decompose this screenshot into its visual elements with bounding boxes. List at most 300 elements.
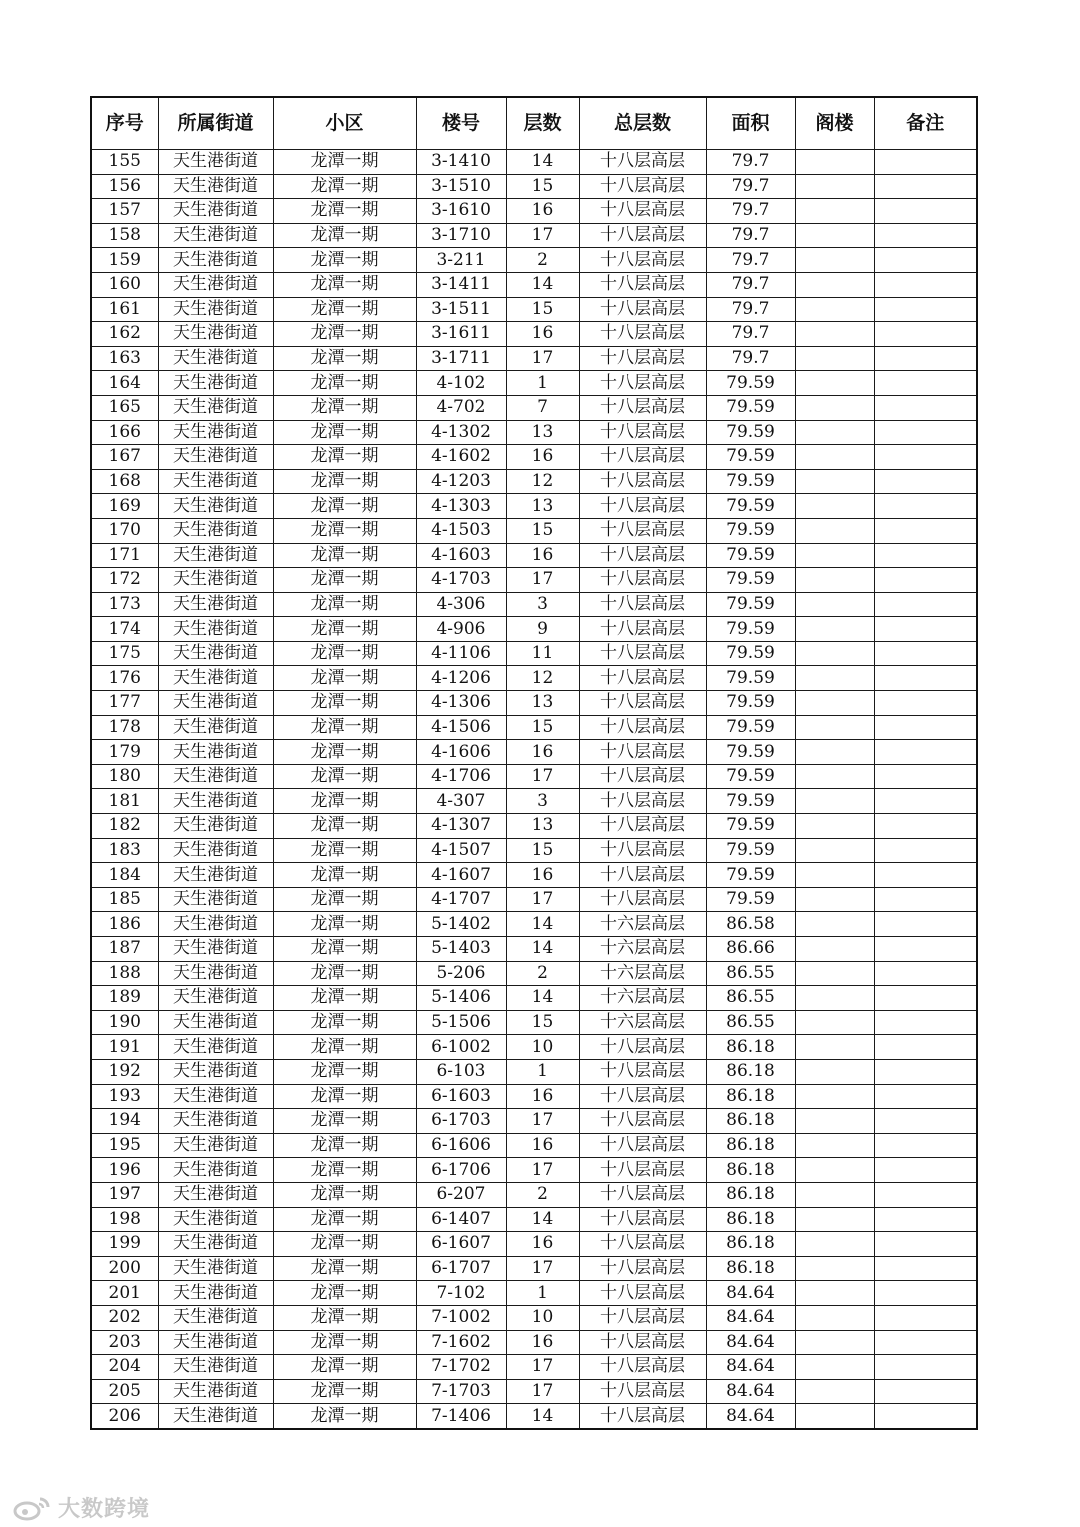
cell-street: 天生港街道 xyxy=(158,272,273,297)
cell-street: 天生港街道 xyxy=(158,518,273,543)
table-row xyxy=(91,1404,977,1429)
cell-floor: 13 xyxy=(506,420,579,445)
cell-seq: 174 xyxy=(91,617,158,642)
cell-building: 4-1607 xyxy=(416,863,506,888)
cell-seq: 177 xyxy=(91,691,158,716)
cell-total-floors: 十八层高层 xyxy=(579,199,706,224)
cell-area: 79.59 xyxy=(706,863,795,888)
cell-floor: 14 xyxy=(506,986,579,1011)
cell-remarks xyxy=(874,641,977,666)
cell-seq: 198 xyxy=(91,1207,158,1232)
cell-street: 天生港街道 xyxy=(158,961,273,986)
cell-remarks xyxy=(874,1133,977,1158)
cell-seq: 183 xyxy=(91,838,158,863)
cell-area: 86.18 xyxy=(706,1207,795,1232)
cell-community: 龙潭一期 xyxy=(273,199,416,224)
cell-building: 4-306 xyxy=(416,592,506,617)
cell-floor: 17 xyxy=(506,1256,579,1281)
cell-remarks xyxy=(874,986,977,1011)
cell-attic xyxy=(795,420,874,445)
cell-building: 7-102 xyxy=(416,1281,506,1306)
cell-community: 龙潭一期 xyxy=(273,740,416,765)
table-row xyxy=(91,1084,977,1109)
cell-street: 天生港街道 xyxy=(158,1059,273,1084)
cell-total-floors: 十六层高层 xyxy=(579,961,706,986)
cell-attic xyxy=(795,715,874,740)
cell-street: 天生港街道 xyxy=(158,1109,273,1134)
cell-seq: 196 xyxy=(91,1158,158,1183)
cell-floor: 17 xyxy=(506,1158,579,1183)
cell-street: 天生港街道 xyxy=(158,789,273,814)
cell-seq: 186 xyxy=(91,912,158,937)
cell-remarks xyxy=(874,617,977,642)
cell-total-floors: 十八层高层 xyxy=(579,420,706,445)
cell-remarks xyxy=(874,199,977,224)
cell-area: 79.59 xyxy=(706,592,795,617)
cell-floor: 2 xyxy=(506,248,579,273)
cell-building: 6-103 xyxy=(416,1059,506,1084)
cell-community: 龙潭一期 xyxy=(273,543,416,568)
cell-building: 4-1507 xyxy=(416,838,506,863)
cell-street: 天生港街道 xyxy=(158,1281,273,1306)
cell-street: 天生港街道 xyxy=(158,469,273,494)
cell-building: 6-1707 xyxy=(416,1256,506,1281)
cell-floor: 16 xyxy=(506,445,579,470)
cell-remarks xyxy=(874,1355,977,1380)
cell-street: 天生港街道 xyxy=(158,863,273,888)
cell-building: 4-1606 xyxy=(416,740,506,765)
cell-building: 4-1306 xyxy=(416,691,506,716)
cell-attic xyxy=(795,1059,874,1084)
cell-remarks xyxy=(874,887,977,912)
cell-total-floors: 十八层高层 xyxy=(579,174,706,199)
cell-total-floors: 十八层高层 xyxy=(579,1404,706,1429)
cell-floor: 17 xyxy=(506,1379,579,1404)
cell-building: 6-1603 xyxy=(416,1084,506,1109)
cell-community: 龙潭一期 xyxy=(273,887,416,912)
cell-total-floors: 十八层高层 xyxy=(579,1256,706,1281)
cell-remarks xyxy=(874,445,977,470)
cell-attic xyxy=(795,1256,874,1281)
cell-remarks xyxy=(874,494,977,519)
cell-total-floors: 十八层高层 xyxy=(579,814,706,839)
cell-remarks xyxy=(874,322,977,347)
cell-floor: 17 xyxy=(506,1355,579,1380)
cell-area: 86.66 xyxy=(706,937,795,962)
cell-total-floors: 十八层高层 xyxy=(579,592,706,617)
cell-area: 86.18 xyxy=(706,1035,795,1060)
table-row xyxy=(91,1232,977,1257)
cell-street: 天生港街道 xyxy=(158,1035,273,1060)
cell-remarks xyxy=(874,272,977,297)
cell-total-floors: 十八层高层 xyxy=(579,1305,706,1330)
cell-community: 龙潭一期 xyxy=(273,764,416,789)
cell-remarks xyxy=(874,1158,977,1183)
cell-street: 天生港街道 xyxy=(158,248,273,273)
cell-seq: 176 xyxy=(91,666,158,691)
table-body xyxy=(91,150,977,1429)
cell-area: 79.7 xyxy=(706,322,795,347)
cell-total-floors: 十八层高层 xyxy=(579,1158,706,1183)
cell-remarks xyxy=(874,223,977,248)
cell-community: 龙潭一期 xyxy=(273,297,416,322)
watermark xyxy=(12,1492,150,1523)
cell-remarks xyxy=(874,1182,977,1207)
cell-floor: 17 xyxy=(506,568,579,593)
cell-street: 天生港街道 xyxy=(158,1330,273,1355)
table-row xyxy=(91,1330,977,1355)
table-row xyxy=(91,1133,977,1158)
table-row xyxy=(91,691,977,716)
cell-community: 龙潭一期 xyxy=(273,1305,416,1330)
cell-community: 龙潭一期 xyxy=(273,1379,416,1404)
cell-attic xyxy=(795,937,874,962)
cell-seq: 162 xyxy=(91,322,158,347)
cell-remarks xyxy=(874,789,977,814)
cell-seq: 181 xyxy=(91,789,158,814)
cell-total-floors: 十八层高层 xyxy=(579,1035,706,1060)
cell-total-floors: 十八层高层 xyxy=(579,1232,706,1257)
cell-remarks xyxy=(874,371,977,396)
cell-street: 天生港街道 xyxy=(158,1158,273,1183)
table-row xyxy=(91,322,977,347)
cell-remarks xyxy=(874,838,977,863)
cell-total-floors: 十八层高层 xyxy=(579,1084,706,1109)
cell-attic xyxy=(795,297,874,322)
cell-remarks xyxy=(874,592,977,617)
cell-total-floors: 十八层高层 xyxy=(579,863,706,888)
cell-seq: 192 xyxy=(91,1059,158,1084)
cell-area: 84.64 xyxy=(706,1281,795,1306)
cell-attic xyxy=(795,986,874,1011)
cell-community: 龙潭一期 xyxy=(273,789,416,814)
cell-attic xyxy=(795,691,874,716)
table-row xyxy=(91,1355,977,1380)
cell-seq: 173 xyxy=(91,592,158,617)
cell-seq: 190 xyxy=(91,1010,158,1035)
cell-street: 天生港街道 xyxy=(158,912,273,937)
cell-seq: 163 xyxy=(91,346,158,371)
cell-floor: 14 xyxy=(506,912,579,937)
column-header-building: 楼号 xyxy=(416,97,506,150)
cell-seq: 194 xyxy=(91,1109,158,1134)
cell-building: 3-211 xyxy=(416,248,506,273)
cell-total-floors: 十八层高层 xyxy=(579,469,706,494)
cell-attic xyxy=(795,789,874,814)
cell-street: 天生港街道 xyxy=(158,445,273,470)
cell-building: 6-207 xyxy=(416,1182,506,1207)
cell-building: 5-1402 xyxy=(416,912,506,937)
cell-area: 79.59 xyxy=(706,420,795,445)
cell-floor: 17 xyxy=(506,764,579,789)
cell-floor: 15 xyxy=(506,838,579,863)
cell-seq: 167 xyxy=(91,445,158,470)
cell-remarks xyxy=(874,174,977,199)
cell-seq: 156 xyxy=(91,174,158,199)
cell-area: 79.7 xyxy=(706,248,795,273)
column-header-area: 面积 xyxy=(706,97,795,150)
cell-building: 3-1711 xyxy=(416,346,506,371)
cell-building: 4-1307 xyxy=(416,814,506,839)
cell-community: 龙潭一期 xyxy=(273,150,416,175)
cell-seq: 204 xyxy=(91,1355,158,1380)
cell-area: 86.18 xyxy=(706,1158,795,1183)
cell-remarks xyxy=(874,1109,977,1134)
cell-attic xyxy=(795,272,874,297)
cell-community: 龙潭一期 xyxy=(273,272,416,297)
cell-seq: 160 xyxy=(91,272,158,297)
cell-seq: 193 xyxy=(91,1084,158,1109)
cell-seq: 180 xyxy=(91,764,158,789)
cell-community: 龙潭一期 xyxy=(273,937,416,962)
cell-street: 天生港街道 xyxy=(158,1232,273,1257)
cell-street: 天生港街道 xyxy=(158,1404,273,1429)
cell-area: 86.18 xyxy=(706,1084,795,1109)
cell-building: 3-1710 xyxy=(416,223,506,248)
cell-community: 龙潭一期 xyxy=(273,1035,416,1060)
cell-total-floors: 十八层高层 xyxy=(579,223,706,248)
cell-building: 4-1506 xyxy=(416,715,506,740)
cell-attic xyxy=(795,592,874,617)
cell-total-floors: 十八层高层 xyxy=(579,838,706,863)
table-row xyxy=(91,494,977,519)
cell-attic xyxy=(795,1355,874,1380)
cell-area: 79.7 xyxy=(706,174,795,199)
table-row xyxy=(91,986,977,1011)
cell-attic xyxy=(795,1084,874,1109)
cell-seq: 159 xyxy=(91,248,158,273)
cell-total-floors: 十八层高层 xyxy=(579,346,706,371)
table-row xyxy=(91,1109,977,1134)
cell-total-floors: 十八层高层 xyxy=(579,641,706,666)
cell-remarks xyxy=(874,1084,977,1109)
cell-community: 龙潭一期 xyxy=(273,1355,416,1380)
cell-floor: 16 xyxy=(506,199,579,224)
cell-area: 84.64 xyxy=(706,1330,795,1355)
table-row xyxy=(91,887,977,912)
cell-total-floors: 十八层高层 xyxy=(579,740,706,765)
cell-floor: 7 xyxy=(506,395,579,420)
cell-attic xyxy=(795,912,874,937)
cell-area: 79.59 xyxy=(706,395,795,420)
cell-community: 龙潭一期 xyxy=(273,961,416,986)
cell-street: 天生港街道 xyxy=(158,764,273,789)
cell-seq: 178 xyxy=(91,715,158,740)
cell-street: 天生港街道 xyxy=(158,568,273,593)
cell-area: 79.7 xyxy=(706,346,795,371)
table-row xyxy=(91,666,977,691)
cell-attic xyxy=(795,764,874,789)
cell-street: 天生港街道 xyxy=(158,150,273,175)
cell-attic xyxy=(795,346,874,371)
cell-community: 龙潭一期 xyxy=(273,641,416,666)
cell-remarks xyxy=(874,543,977,568)
cell-community: 龙潭一期 xyxy=(273,986,416,1011)
cell-area: 84.64 xyxy=(706,1305,795,1330)
cell-community: 龙潭一期 xyxy=(273,445,416,470)
cell-building: 7-1703 xyxy=(416,1379,506,1404)
cell-attic xyxy=(795,666,874,691)
cell-floor: 3 xyxy=(506,789,579,814)
table-row xyxy=(91,395,977,420)
cell-community: 龙潭一期 xyxy=(273,1158,416,1183)
cell-area: 86.18 xyxy=(706,1256,795,1281)
cell-area: 86.18 xyxy=(706,1109,795,1134)
cell-community: 龙潭一期 xyxy=(273,322,416,347)
table-row xyxy=(91,912,977,937)
cell-total-floors: 十八层高层 xyxy=(579,1133,706,1158)
cell-attic xyxy=(795,469,874,494)
cell-street: 天生港街道 xyxy=(158,395,273,420)
table-row xyxy=(91,1379,977,1404)
cell-remarks xyxy=(874,248,977,273)
cell-area: 79.59 xyxy=(706,789,795,814)
table-row xyxy=(91,617,977,642)
cell-remarks xyxy=(874,863,977,888)
cell-total-floors: 十八层高层 xyxy=(579,297,706,322)
cell-area: 86.18 xyxy=(706,1182,795,1207)
weibo-icon xyxy=(12,1495,52,1521)
cell-seq: 155 xyxy=(91,150,158,175)
cell-community: 龙潭一期 xyxy=(273,223,416,248)
cell-attic xyxy=(795,1330,874,1355)
cell-seq: 202 xyxy=(91,1305,158,1330)
cell-building: 4-307 xyxy=(416,789,506,814)
cell-street: 天生港街道 xyxy=(158,1084,273,1109)
cell-building: 3-1610 xyxy=(416,199,506,224)
cell-community: 龙潭一期 xyxy=(273,666,416,691)
cell-seq: 182 xyxy=(91,814,158,839)
cell-seq: 191 xyxy=(91,1035,158,1060)
cell-attic xyxy=(795,223,874,248)
table-row xyxy=(91,789,977,814)
table-row xyxy=(91,838,977,863)
cell-floor: 14 xyxy=(506,937,579,962)
cell-building: 3-1510 xyxy=(416,174,506,199)
cell-street: 天生港街道 xyxy=(158,1182,273,1207)
cell-building: 4-1206 xyxy=(416,666,506,691)
cell-building: 4-1707 xyxy=(416,887,506,912)
cell-attic xyxy=(795,543,874,568)
cell-floor: 17 xyxy=(506,346,579,371)
table-row xyxy=(91,937,977,962)
cell-attic xyxy=(795,150,874,175)
table-row xyxy=(91,961,977,986)
cell-street: 天生港街道 xyxy=(158,814,273,839)
cell-building: 6-1607 xyxy=(416,1232,506,1257)
cell-building: 5-1506 xyxy=(416,1010,506,1035)
cell-attic xyxy=(795,322,874,347)
cell-floor: 17 xyxy=(506,223,579,248)
cell-street: 天生港街道 xyxy=(158,494,273,519)
table-row xyxy=(91,1059,977,1084)
column-header-attic: 阁楼 xyxy=(795,97,874,150)
cell-area: 79.59 xyxy=(706,494,795,519)
cell-total-floors: 十八层高层 xyxy=(579,322,706,347)
cell-floor: 12 xyxy=(506,666,579,691)
cell-area: 86.18 xyxy=(706,1059,795,1084)
cell-seq: 170 xyxy=(91,518,158,543)
cell-attic xyxy=(795,248,874,273)
cell-street: 天生港街道 xyxy=(158,937,273,962)
cell-attic xyxy=(795,641,874,666)
cell-area: 79.59 xyxy=(706,838,795,863)
cell-remarks xyxy=(874,691,977,716)
cell-area: 79.59 xyxy=(706,617,795,642)
cell-building: 7-1602 xyxy=(416,1330,506,1355)
cell-attic xyxy=(795,1281,874,1306)
table-row xyxy=(91,543,977,568)
cell-total-floors: 十六层高层 xyxy=(579,1010,706,1035)
cell-floor: 16 xyxy=(506,1084,579,1109)
cell-seq: 164 xyxy=(91,371,158,396)
cell-community: 龙潭一期 xyxy=(273,518,416,543)
cell-community: 龙潭一期 xyxy=(273,715,416,740)
cell-total-floors: 十八层高层 xyxy=(579,887,706,912)
cell-seq: 188 xyxy=(91,961,158,986)
cell-attic xyxy=(795,814,874,839)
cell-attic xyxy=(795,1158,874,1183)
cell-attic xyxy=(795,494,874,519)
table-row xyxy=(91,1207,977,1232)
cell-community: 龙潭一期 xyxy=(273,568,416,593)
cell-floor: 16 xyxy=(506,1133,579,1158)
cell-total-floors: 十八层高层 xyxy=(579,1059,706,1084)
cell-community: 龙潭一期 xyxy=(273,248,416,273)
cell-attic xyxy=(795,1305,874,1330)
cell-building: 4-1303 xyxy=(416,494,506,519)
cell-area: 86.55 xyxy=(706,1010,795,1035)
cell-floor: 14 xyxy=(506,150,579,175)
cell-building: 4-702 xyxy=(416,395,506,420)
cell-floor: 16 xyxy=(506,863,579,888)
table-row xyxy=(91,641,977,666)
cell-remarks xyxy=(874,937,977,962)
cell-total-floors: 十八层高层 xyxy=(579,518,706,543)
cell-total-floors: 十八层高层 xyxy=(579,789,706,814)
cell-community: 龙潭一期 xyxy=(273,1010,416,1035)
cell-building: 4-1503 xyxy=(416,518,506,543)
cell-floor: 12 xyxy=(506,469,579,494)
cell-building: 4-1703 xyxy=(416,568,506,593)
cell-community: 龙潭一期 xyxy=(273,174,416,199)
table-row xyxy=(91,371,977,396)
cell-seq: 157 xyxy=(91,199,158,224)
cell-street: 天生港街道 xyxy=(158,371,273,396)
cell-area: 86.58 xyxy=(706,912,795,937)
cell-community: 龙潭一期 xyxy=(273,592,416,617)
cell-building: 6-1606 xyxy=(416,1133,506,1158)
table-row xyxy=(91,174,977,199)
cell-seq: 201 xyxy=(91,1281,158,1306)
table-row xyxy=(91,863,977,888)
cell-building: 3-1611 xyxy=(416,322,506,347)
column-header-floor: 层数 xyxy=(506,97,579,150)
cell-remarks xyxy=(874,1379,977,1404)
header-row xyxy=(91,97,977,150)
cell-floor: 16 xyxy=(506,543,579,568)
table-row xyxy=(91,1182,977,1207)
cell-floor: 14 xyxy=(506,272,579,297)
table-row xyxy=(91,297,977,322)
cell-floor: 16 xyxy=(506,740,579,765)
cell-area: 86.18 xyxy=(706,1232,795,1257)
cell-remarks xyxy=(874,764,977,789)
cell-attic xyxy=(795,740,874,765)
cell-building: 3-1511 xyxy=(416,297,506,322)
table-row xyxy=(91,715,977,740)
cell-attic xyxy=(795,838,874,863)
